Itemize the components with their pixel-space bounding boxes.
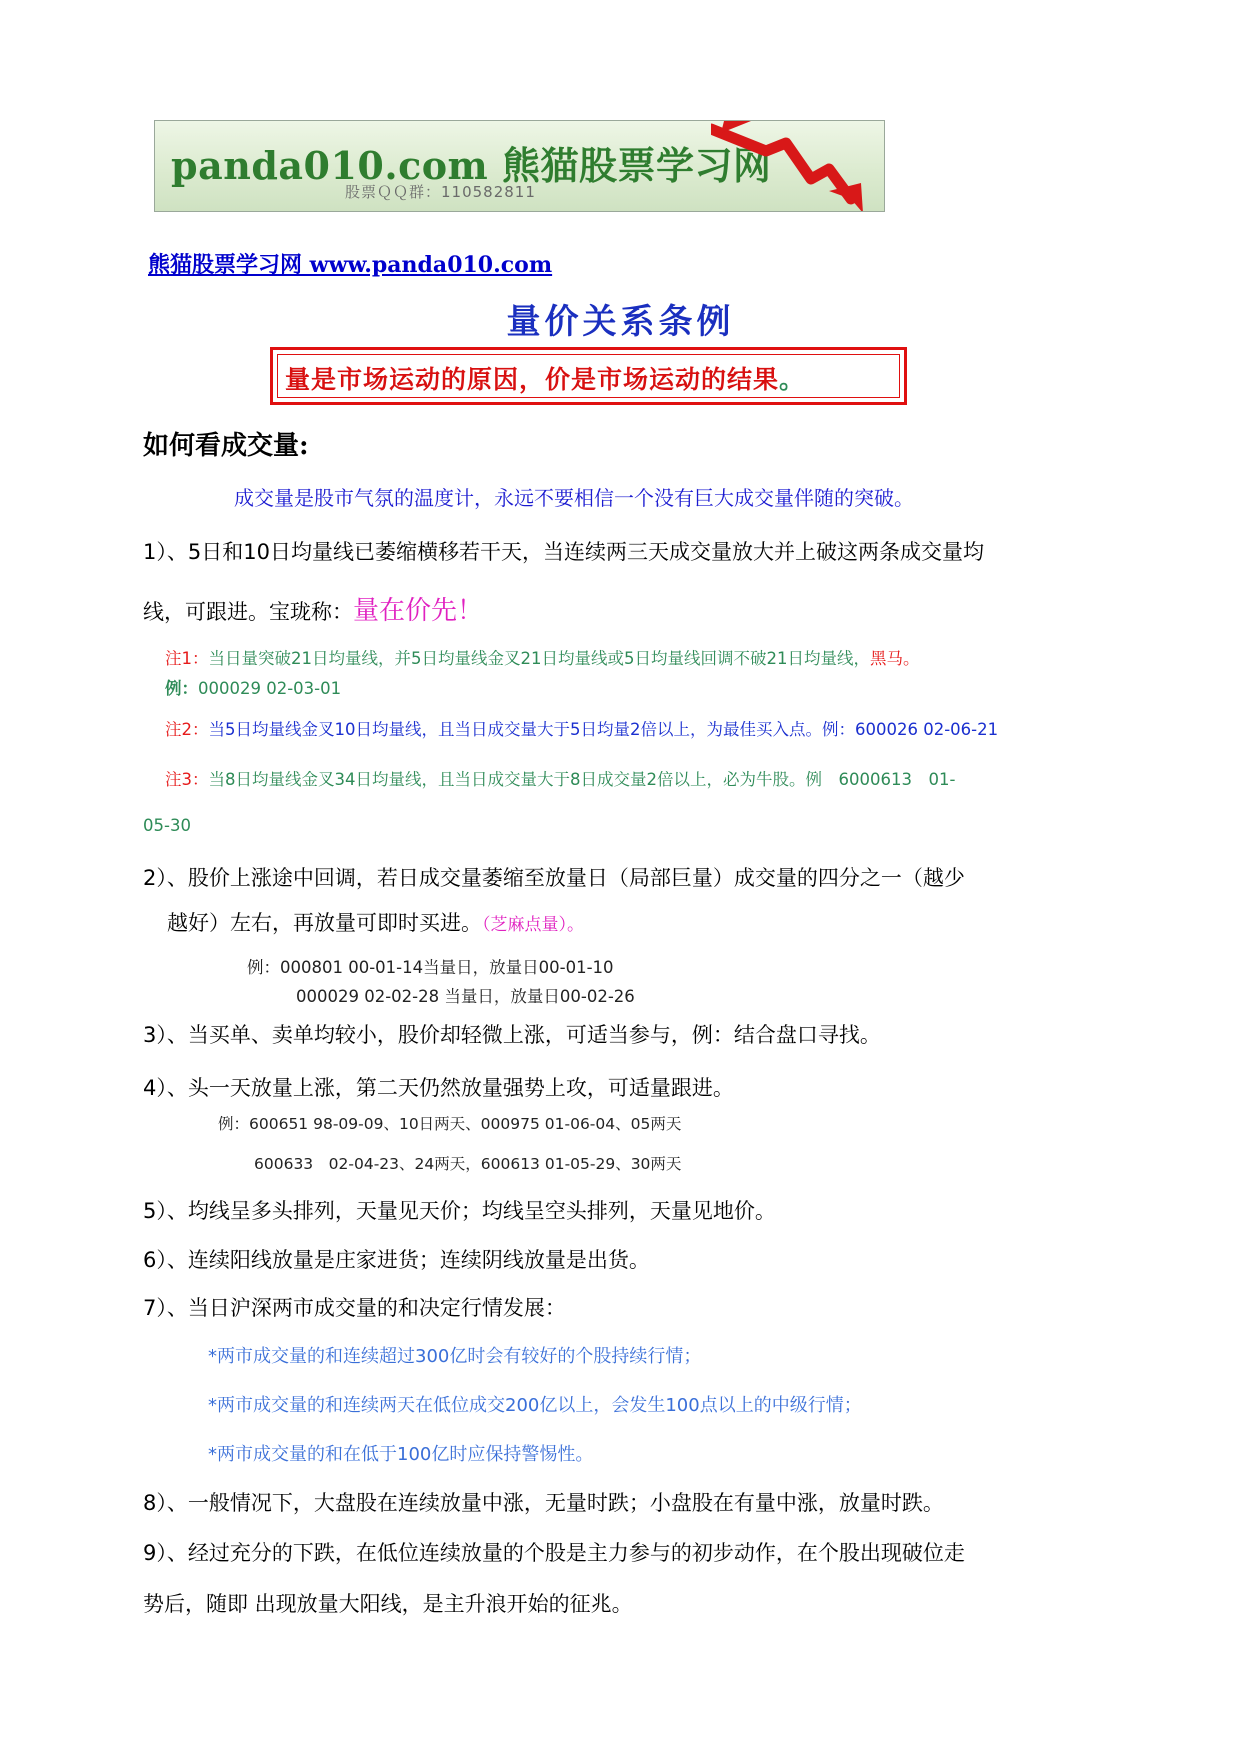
item-4-line-1: 4）、头一天放量上涨，第二天仍然放量强势上攻，可适量跟进。 [143, 1076, 734, 1100]
down-trend-arrow-icon [711, 121, 885, 212]
item-7-bullet-3: *两市成交量的和在低于100亿时应保持警惕性。 [208, 1444, 594, 1465]
item-6: 6）、连续阳线放量是庄家进货；连续阴线放量是出货。 [143, 1248, 650, 1272]
page-title: 量价关系条例 [506, 302, 735, 342]
banner-title: panda010.com 熊猫股票学习网 [171, 143, 772, 188]
item-7-bullet-1: *两市成交量的和连续超过300亿时会有较好的个股持续行情； [208, 1346, 702, 1367]
section-heading: 如何看成交量: [143, 431, 309, 461]
note-3-cont: 05-30 [143, 816, 191, 835]
item-2-example-2: 000029 02-02-28 当量日，放量日00-02-26 [296, 987, 635, 1006]
banner [154, 120, 885, 212]
item-3: 3）、当买单、卖单均较小，股价却轻微上涨，可适当参与，例：结合盘口寻找。 [143, 1023, 881, 1047]
item-1-highlight: 量在价先！ [353, 596, 484, 626]
item-2-line-1: 2）、股价上涨途中回调，若日成交量萎缩至放量日（局部巨量）成交量的四分之一（越少 [143, 866, 965, 890]
note-3: 注3：当8日均量线金叉34日均量线，且当日成交量大于8日成交量2倍以上，必为牛股。例 6000613 01- [165, 770, 956, 789]
item-8: 8）、一般情况下，大盘股在连续放量中涨，无量时跌；小盘股在有量中涨，放量时跌。 [143, 1491, 944, 1515]
item-2-example-1: 例：000801 00-01-14当量日，放量日00-01-10 [247, 958, 614, 977]
note-2: 注2：当5日均量线金叉10日均量线，且当日成交量大于5日均量2倍以上，为最佳买入点。例：600026 02-06-21 [165, 720, 999, 739]
note-1-example: 例：000029 02-03-01 [165, 679, 342, 698]
site-link[interactable]: 熊猫股票学习网 www.panda010.com [148, 252, 553, 278]
item-4-example-2: 600633 02-04-23、24两天，600613 01-05-29、30两天 [254, 1155, 682, 1173]
item-9-line-2: 势后，随即 出现放量大阳线，是主升浪开始的征兆。 [143, 1592, 633, 1616]
item-5: 5）、均线呈多头排列，天量见天价；均线呈空头排列，天量见地价。 [143, 1199, 776, 1223]
quote: 成交量是股市气氛的温度计，永远不要相信一个没有巨大成交量伴随的突破。 [234, 486, 914, 510]
motto: 量是市场运动的原因，价是市场运动的结果。 [285, 365, 806, 394]
item-1-line-2: 线，可跟进。宝珑称：量在价先！ [143, 596, 484, 626]
item-7-bullet-2: *两市成交量的和连续两天在低位成交200亿以上，会发生100点以上的中级行情； [208, 1395, 862, 1416]
item-4-example-1: 例：600651 98-09-09、10日两天、000975 01-06-04、05两天 [218, 1115, 682, 1133]
item-7-line-1: 7）、当日沪深两市成交量的和决定行情发展： [143, 1296, 566, 1320]
motto-box [270, 347, 907, 405]
note-1: 注1：当日量突破21日均量线，并5日均量线金叉21日均量线或5日均量线回调不破21日均量线，黑马。 [165, 649, 920, 668]
item-1-line-1: 1）、5日和10日均量线已萎缩横移若干天，当连续两三天成交量放大并上破这两条成交量均 [143, 540, 984, 564]
item-9-line-1: 9）、经过充分的下跌，在低位连续放量的个股是主力参与的初步动作，在个股出现破位走 [143, 1541, 965, 1565]
item-2-line-2: 越好）左右，再放量可即时买进。（芝麻点量）。 [167, 911, 584, 935]
banner-qq-group: 股票ＱＱ群：110582811 [345, 183, 536, 201]
